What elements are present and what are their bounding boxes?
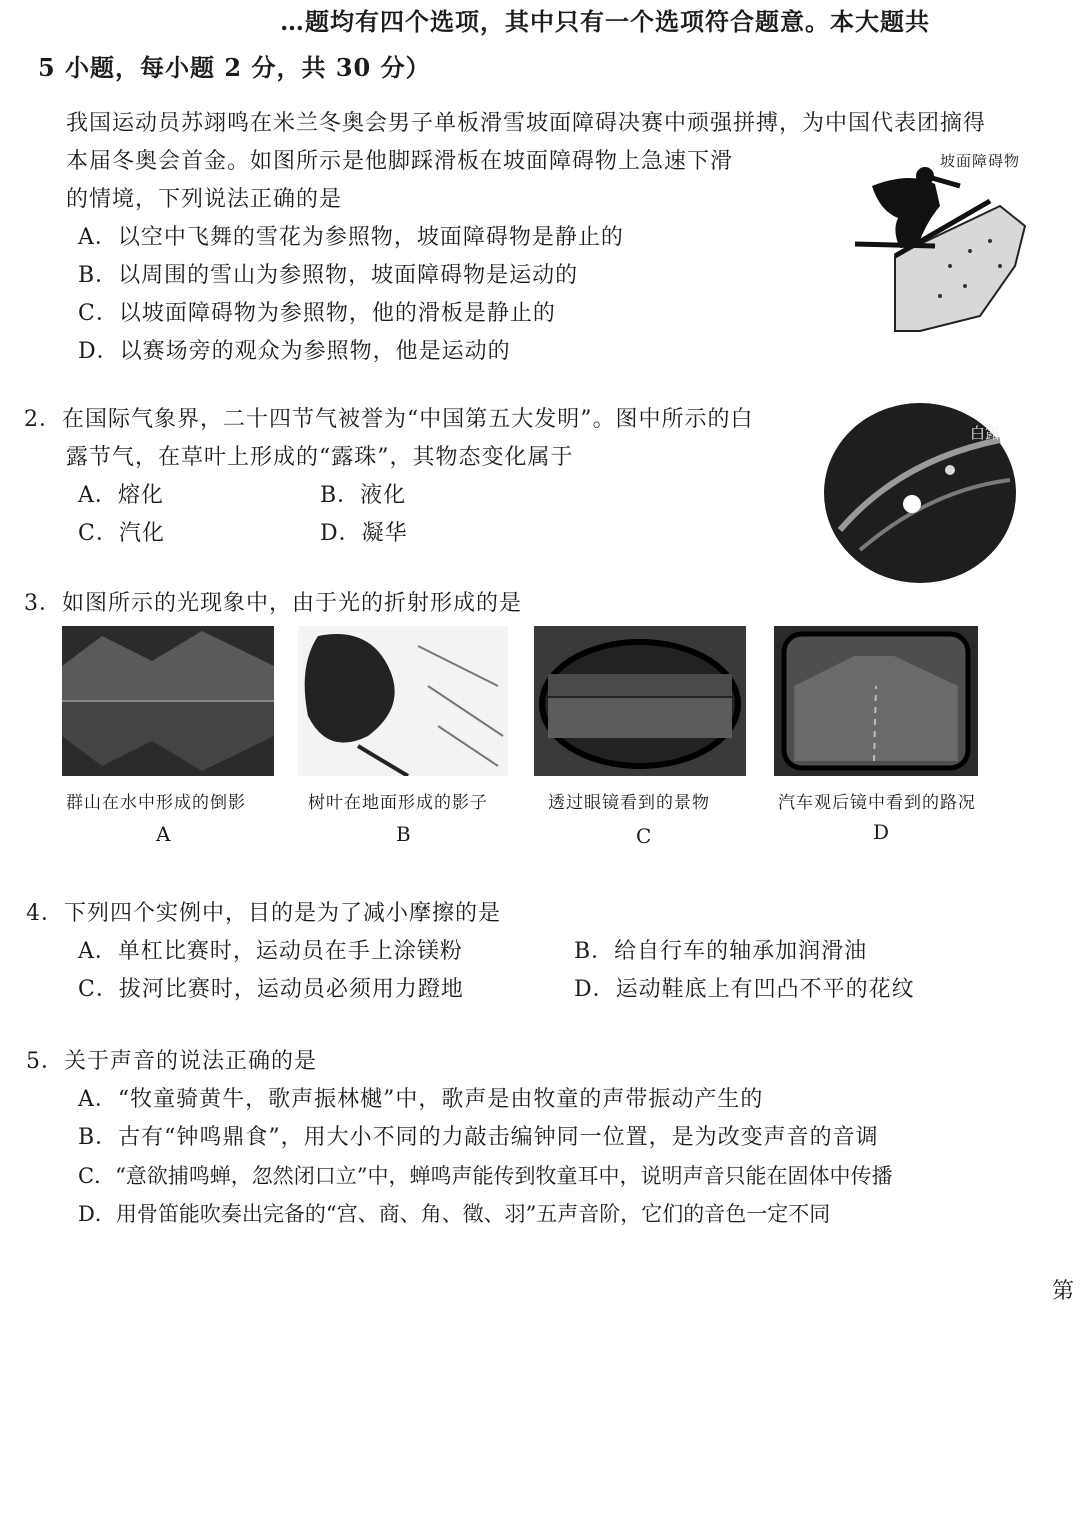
q1-option-a: A．以空中飞舞的雪花为参照物，坡面障碍物是静止的 (78, 225, 624, 250)
q2-option-b: B．液化 (320, 483, 407, 508)
figure-a-letter: A (156, 822, 171, 846)
q5-option-c: C．“意欲捕鸣蝉，忽然闭口立”中，蝉鸣声能传到牧童耳中，说明声音只能在固体中传播 (78, 1164, 893, 1188)
q2-option-d: D．凝华 (320, 521, 408, 546)
dew-figure-text: 白露 (970, 424, 1001, 442)
q5-option-d: D．用骨笛能吹奏出完备的“宫、商、角、徵、羽”五声音阶，它们的音色一定不同 (78, 1202, 831, 1226)
figure-b-shadow-image (298, 626, 508, 776)
figure-a-reflection-image (62, 626, 274, 776)
q2-option-a: A．熔化 (78, 483, 164, 508)
q4-option-a: A．单杠比赛时，运动员在手上涂镁粉 (78, 939, 463, 964)
q4-option-c: C．拔河比赛时，运动员必须用力蹬地 (78, 977, 464, 1002)
q4-option-b: B．给自行车的轴承加润滑油 (574, 939, 868, 964)
obstacle-label: 坡面障碍物 (940, 152, 1021, 170)
q2-option-c: C．汽化 (78, 521, 165, 546)
q1-stem-line3: 的情境，下列说法正确的是 (66, 187, 343, 212)
q2-stem-line2: 露节气，在草叶上形成的“露珠”，其物态变化属于 (66, 445, 574, 470)
q5-option-a: A．“牧童骑黄牛，歌声振林樾”中，歌声是由牧童的声带振动产生的 (78, 1087, 764, 1112)
q2-stem-line1: 2．在国际气象界，二十四节气被誉为“中国第五大发明”。图中所示的白 (24, 407, 754, 432)
q1-stem-line2: 本届冬奥会首金。如图所示是他脚踩滑板在坡面障碍物上急速下滑 (66, 149, 734, 174)
q1-option-c: C．以坡面障碍物为参照物，他的滑板是静止的 (78, 301, 556, 326)
dew-figure (820, 400, 1020, 586)
q4-stem: 4．下列四个实例中，目的是为了减小摩擦的是 (26, 901, 501, 926)
page-number-fragment: 第 (1052, 1279, 1076, 1304)
figure-c-glasses-image (534, 626, 746, 776)
q1-stem-line1: 我国运动员苏翊鸣在米兰冬奥会男子单板滑雪坡面障碍决赛中顽强拼搏，为中国代表团摘得 (66, 111, 987, 136)
figure-b-caption: 树叶在地面形成的影子 (308, 793, 488, 813)
figure-a-caption: 群山在水中形成的倒影 (66, 793, 246, 813)
q3-stem: 3．如图所示的光现象中，由于光的折射形成的是 (24, 591, 522, 616)
snowboarder-figure (800, 146, 1050, 336)
figure-d-mirror-image (774, 626, 978, 776)
figure-c-caption: 透过眼镜看到的景物 (548, 793, 710, 813)
q5-stem: 5．关于声音的说法正确的是 (26, 1049, 317, 1074)
q4-option-d: D．运动鞋底上有凹凸不平的花纹 (574, 977, 915, 1002)
q1-option-b: B．以周围的雪山为参照物，坡面障碍物是运动的 (78, 263, 579, 288)
figure-b-letter: B (396, 822, 411, 846)
section-header-line2: 5 小题，每小题 2 分，共 30 分） (38, 53, 431, 82)
section-header-line1: …题均有四个选项，其中只有一个选项符合题意。本大题共 (280, 7, 930, 36)
q1-option-d: D．以赛场旁的观众为参照物，他是运动的 (78, 339, 511, 364)
figure-c-letter: C (636, 824, 652, 848)
figure-d-caption: 汽车观后镜中看到的路况 (778, 793, 976, 813)
figure-d-letter: D (873, 820, 890, 844)
q5-option-b: B．古有“钟鸣鼎食”，用大小不同的力敲击编钟同一位置，是为改变声音的音调 (78, 1125, 879, 1150)
